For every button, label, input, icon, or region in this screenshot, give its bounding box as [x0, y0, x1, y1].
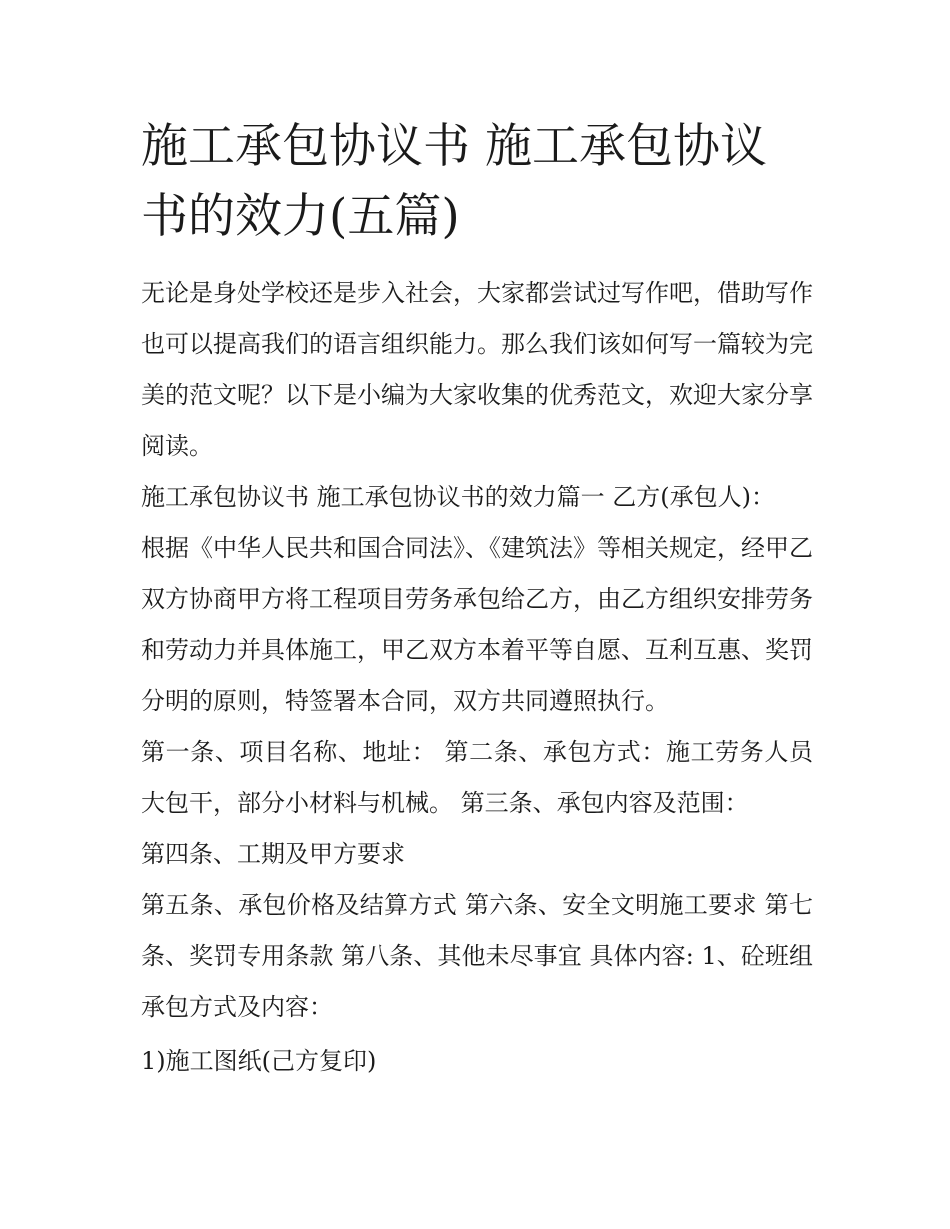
articles-paragraph-1: 第一条、项目名称、地址： 第二条、承包方式：施工劳务人员大包干，部分小材料与机械。 第三条、承包内容及范围： [141, 738, 813, 817]
intro-paragraph: 无论是身处学校还是步入社会，大家都尝试过写作吧，借助写作也可以提高我们的语言组织能力。那么我们该如何写一篇较为完美的范文呢？以下是小编为大家收集的优秀范文，欢迎大家分享阅读。 [141, 279, 813, 460]
document-page [141, 112, 813, 1087]
document-title [141, 112, 813, 252]
title-line-2: 书的效力(五篇) [141, 189, 460, 244]
list-item-paragraph: 1)施工图纸(己方复印) [141, 1047, 377, 1075]
basis-paragraph: 根据《中华人民共和国合同法》、《建筑法》等相关规定，经甲乙双方协商甲方将工程项目劳务承包给乙方，由乙方组织安排劳务和劳动力并具体施工，甲乙双方本着平等自愿、互利互惠、奖罚分明的原则，特签署本合同，双方共同遵照执行。 [141, 534, 813, 715]
title-line-1: 施工承包协议书 施工承包协议 [141, 119, 767, 174]
section-heading-paragraph: 施工承包协议书 施工承包协议书的效力篇一 乙方(承包人)： [141, 483, 775, 511]
articles-paragraph-2: 第四条、工期及甲方要求 [141, 840, 405, 868]
articles-paragraph-3: 第五条、承包价格及结算方式 第六条、安全文明施工要求 第七条、奖罚专用条款 第八条、其他未尽事宜 具体内容: 1、砼班组承包方式及内容： [141, 891, 813, 1021]
